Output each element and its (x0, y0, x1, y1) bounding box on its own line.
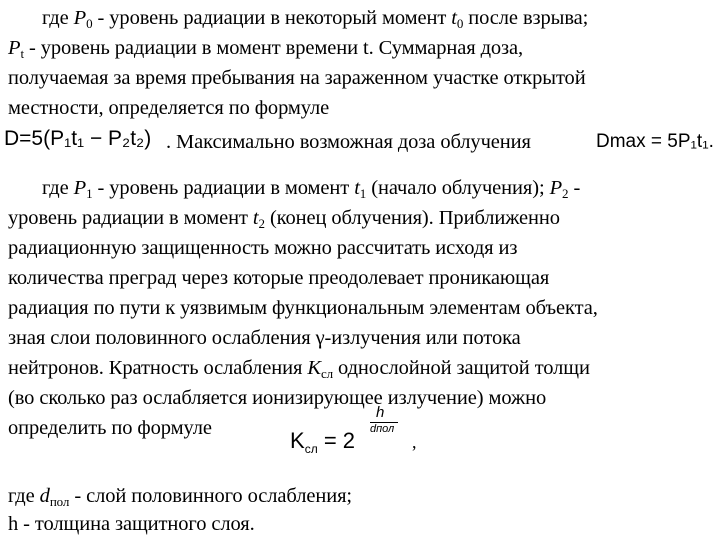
text-line: получаемая за время пребывания на зараженном участке открытой (8, 67, 586, 89)
formula-comma: , (412, 432, 417, 452)
text-line: где $d_{пол}$ - слой половинного ослабления; (8, 485, 352, 509)
text-line: $P_t$ - уровень радиации в момент времени t. Суммарная доза, (8, 37, 524, 61)
text-line: где $P_1$ - уровень радиации в момент $t_1$ (начало облучения); $P_2$ - (42, 177, 581, 201)
text-line: определить по формуле (8, 417, 212, 439)
text-line: радиация по пути к уязвимым функциональным элементам объекта, (8, 297, 598, 319)
text-line: нейтронов. Кратность ослабления $K_{сл}$ однослойной защитой толщи (8, 357, 590, 381)
formula-k-main: $K_{сл} = 2$ (290, 428, 356, 456)
text-line: местности, определяется по формуле (8, 97, 330, 119)
text-line: количества преград через которые преодолевает проникающая (8, 267, 550, 289)
text-line: h - толщина защитного слоя. (8, 513, 255, 535)
text-line: зная слои половинного ослабления γ-излучения или потока (8, 327, 521, 349)
dose-formula: D=5(P₁t₁ − P₂t₂) (4, 127, 152, 150)
text-line: радиационную защищенность можно рассчитать исходя из (8, 237, 518, 259)
max-dose-formula: Dmax = 5P₁t₁. (596, 131, 714, 152)
text-line: уровень радиации в момент $t_2$ (конец облучения). Приближенно (8, 207, 560, 231)
attenuation-formula (290, 404, 430, 460)
text-line: (во сколько раз ослабляется ионизирующее излучение) можно (8, 387, 547, 409)
text-line: . Максимально возможная доза облучения (166, 131, 531, 153)
exponent-numerator: h (376, 404, 385, 421)
text-line: где $P_0$ - уровень радиации в некоторый момент $t_0$ после взрыва; (42, 7, 589, 31)
exponent-denominator: dпол (370, 423, 395, 435)
